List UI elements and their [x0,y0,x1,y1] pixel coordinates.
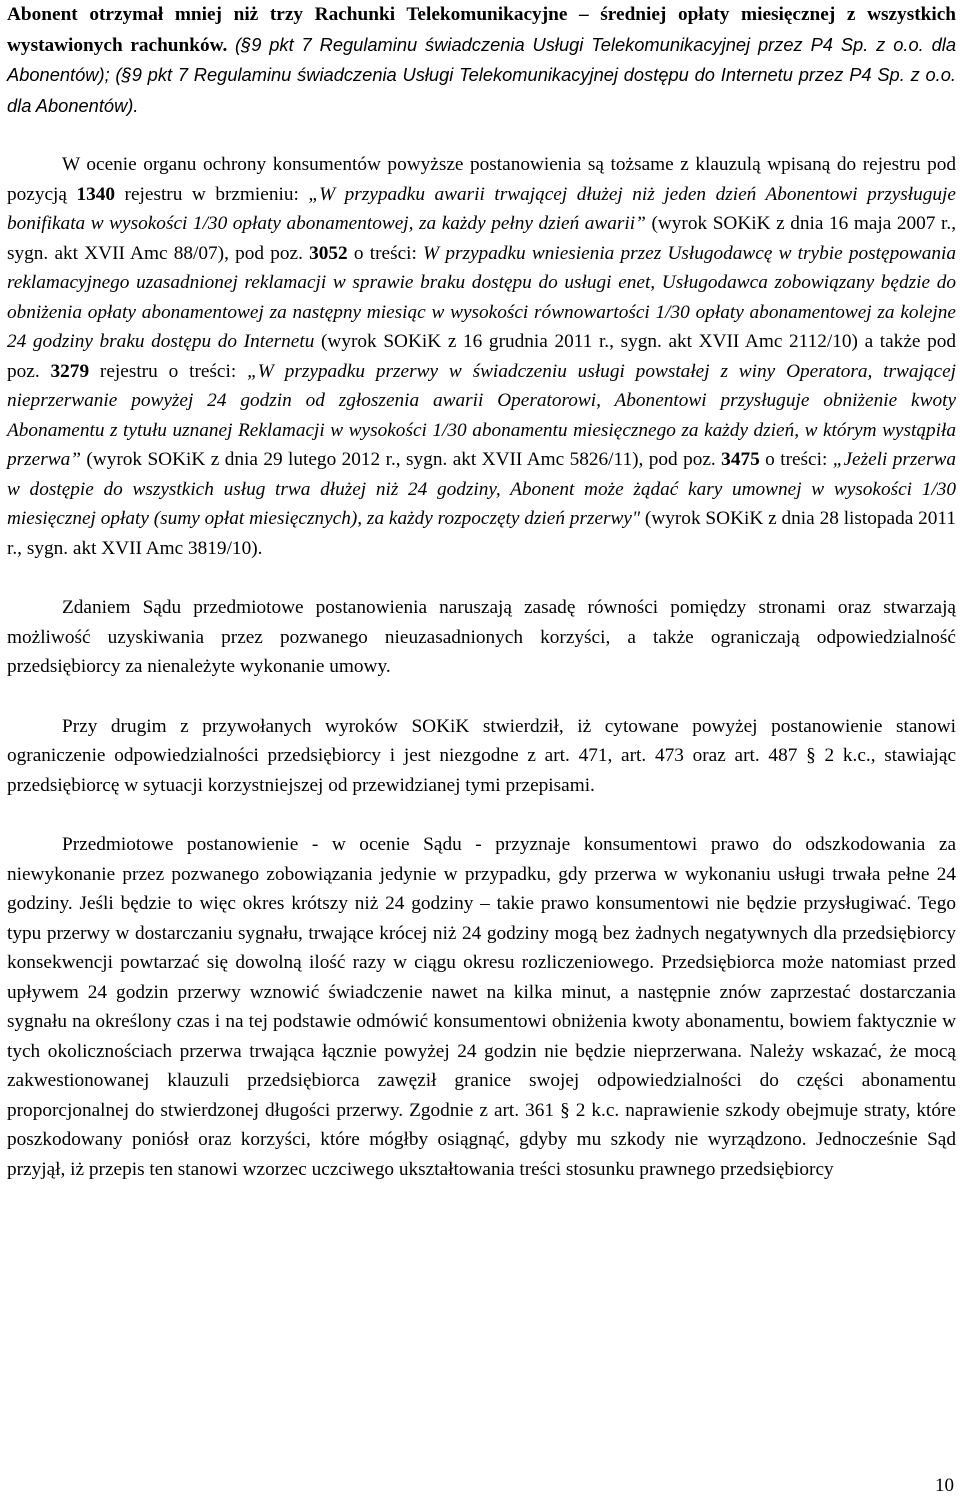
register-position-3279: 3279 [50,360,90,382]
text-segment: rejestru o treści: [89,360,248,382]
text-segment: o treści: [347,242,424,264]
page-number: 10 [935,1475,954,1496]
quoted-clause-1340: „W przypadku awarii trwającej dłużej niż jeden dzień Abonentowi przysługuje bonifikata w wysokości 1/30 opłaty abonamentowej, za każdy pełny dzień awarii” [7,183,956,234]
paragraph-second-judgment: Przy drugim z przywołanych wyroków SOKiK stwierdził, iż cytowane powyżej postanowienie stanowi ograniczenie odpowiedzialności przedsiębiorcy i jest niezgodne z art. 471, art. 473 oraz art. 487 § 2 k.c., stawiając przedsiębiorcę w sytuacji korzystniejszej od przewidzianej tymi przepisami. [7,715,956,796]
quoted-clause-3052: W przypadku wniesienia przez Usługodawcę w trybie postępowania reklamacyjnego uzasadnionej reklamacji w sprawie braku dostępu do usługi enet, Usługodawca zobowiązany będzie do obniżenia opłaty abonamentowej za następny miesiąc w wysokości równowartości 1/30 opłaty abonamentowej za kolejne 24 godziny braku dostępu do Internetu [7,242,956,352]
text-segment: o treści: [759,449,833,470]
text-segment: (wyrok SOKiK z dnia 29 lutego 2012 r., sygn. akt XVII Amc 5826/11), pod poz. [80,449,722,470]
paragraph-analysis: Przedmiotowe postanowienie - w ocenie Sądu - przyznaje konsumentowi prawo do odszkodowania za niewykonanie przez pozwanego zobowiązania jedynie w przypadku, gdy przerwa w wykonaniu usługi trwała pełne 24 godziny. Jeśli będzie to więc okres krótszy niż 24 godziny – takie prawo konsumentowi nie będzie przysługiwać. Tego typu przerwy w dostarczaniu sygnału, trwające krócej niż 24 godziny mogą bez żadnych negatywnych dla przedsiębiorcy konsekwencji powtarzać się dowolną ilość razy w ciągu okresu rozliczeniowego. Przedsiębiorca może natomiast przed upływem 24 godzin przerwy wznowić świadczenie nawet na kilka minut, a następnie znów zaprzestać dostarczania sygnału na określony czas i na tej podstawie odmówić konsumentowi obniżenia kwoty abonamentu, bowiem faktycznie w tych okolicznościach przerwa trwająca łącznie powyżej 24 godzin nie będzie nieprzerwana. Należy wskazać, że mocą zakwestionowanej klauzuli przedsiębiorca zawęził granice swojej odpowiedzialności do części abonamentu proporcjonalnej do stwierdzonej długości przerwy. Zgodnie z art. 361 § 2 k.c. naprawienie szkody obejmuje straty, które poszkodowany poniósł oraz korzyści, które mógłby osiągnąć, gdyby mu szkody nie wyrządzono. Jednocześnie Sąd przyjął, iż przepis ten stanowi wzorzec uczciwego ukształtowania treści stosunku prawnego przedsiębiorcy [7,834,956,1180]
register-position-3052: 3052 [309,242,348,264]
register-position-1340: 1340 [76,183,116,205]
paragraph-register-clauses [7,150,956,563]
quoted-clause-3475: „Jeżeli przerwa w dostępie do wszystkich usług trwa dłużej niż 24 godziny, Abonent może żądać kary umownej w wysokości 1/30 miesięcznej opłaty (sumy opłat miesięcznych), za każdy rozpoczęty dzień przerwy" [7,449,956,529]
intro-bold-text: Abonent otrzymał mniej niż trzy Rachunki Telekomunikacyjne – średniej opłaty miesięcznej z wszystkich wystawionych rachunków. [7,4,956,56]
intro-clause [7,0,956,121]
document-page [7,0,956,1184]
text-segment: (wyrok SOKiK z dnia 28 listopada 2011 r., sygn. akt XVII Amc 3819/10). [7,508,957,559]
register-position-3475: 3475 [721,449,760,470]
text-segment: (wyrok SOKiK z 16 grudnia 2011 r., sygn. akt XVII Amc 2112/10) a także pod poz. [7,331,956,382]
paragraph-court-opinion: Zdaniem Sądu przedmiotowe postanowienia naruszają zasadę równości pomiędzy stronami oraz stwarzają możliwość uzyskiwania przez pozwanego nieuzasadnionych korzyści, a także ograniczają odpowiedzialność przedsiębiorcy za nienależyte wykonanie umowy. [7,597,956,677]
text-segment: (wyrok SOKiK z dnia 16 maja 2007 r., sygn. akt XVII Amc 88/07), pod poz. [7,213,957,264]
text-segment: W ocenie organu ochrony konsumentów powyższe postanowienia są tożsame z klauzulą wpisaną do rejestru pod pozycją [7,154,956,205]
quoted-clause-3279: „W przypadku przerwy w świadczeniu usługi powstałej z winy Operatora, trwającej nieprzerwanie powyżej 24 godzin od zgłoszenia awarii Operatorowi, Abonentowi przysługuje obniżenie kwoty Abonamentu z tytułu uznanej Reklamacji w wysokości 1/30 abonamentu miesięcznego za każdy dzień, w którym wystąpiła przerwa” [7,360,956,470]
text-segment: rejestru w brzmieniu: [115,183,309,205]
intro-regulation-reference: (§9 pkt 7 Regulaminu świadczenia Usługi Telekomunikacyjnej przez P4 Sp. z o.o. dla Abonentów); (§9 pkt 7 Regulaminu świadczenia Usługi Telekomunikacyjnej dostępu do Internetu przez P4 Sp. z o.o. dla Abonentów). [7,33,956,116]
